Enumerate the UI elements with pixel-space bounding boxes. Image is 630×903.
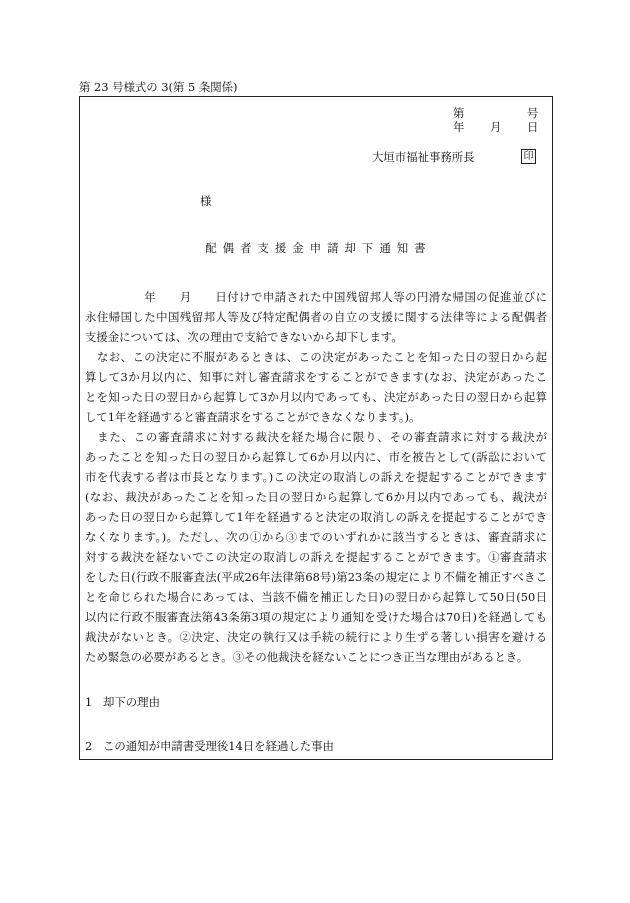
item-label: 却下の理由 — [103, 695, 160, 709]
body-line: また、この審査請求に対する裁決を経た場合に限り、その審査請求に対する裁決が — [85, 430, 547, 444]
body-line: なくなります。)。ただし、次の①から③までのいずれかに該当するときは、審査請求に — [85, 530, 547, 544]
date-month-label: 月 — [490, 120, 502, 134]
body-line: をした日(行政不服審査法(平成26年法律第68号)第23条の規定により不備を補正すべきこ — [85, 570, 547, 584]
document-title: 配 偶 者 支 援 金 申 請 却 下 通 知 書 — [205, 241, 427, 255]
body-line: 対する裁決を経ないでこの決定の取消しの訴えを提起することができます。①審査請求 — [85, 550, 547, 564]
item-number: 1 — [85, 695, 93, 709]
body-line: とを命じられた場合にあっては、当該不備を補正した日)の翌日から起算して50日(50日 — [85, 590, 547, 604]
date-day-label: 日 — [527, 120, 539, 134]
seal-box: 印 — [521, 149, 536, 164]
date-year-label: 年 — [453, 120, 465, 134]
body-line: なお、この決定に不服があるときは、この決定があったことを知った日の翌日から起 — [85, 350, 547, 364]
body-line: 以内に行政不服審査法第43条第3項の規定により通知を受けた場合は70日)を経過しても — [85, 610, 547, 624]
recipient-suffix: 様 — [200, 194, 212, 208]
reason-item — [85, 692, 160, 712]
body-paragraph — [85, 347, 547, 427]
body-line: 算して3か月以内に、知事に対し審査請求をすることができます(なお、決定があったこ — [85, 370, 547, 384]
body-line: 裁決がないとき。②決定、決定の執行又は手続の続行により生ずる著しい損害を避ける — [85, 630, 547, 644]
notice-body — [85, 287, 547, 667]
body-paragraph — [85, 287, 547, 347]
body-line: あったことを知った日の翌日から起算して6か月以内に、市を被告として(訴訟において — [85, 450, 547, 464]
body-line: 年 月 日付けで申請された中国残留邦人等の円滑な帰国の促進並びに — [85, 290, 547, 304]
body-line: あった日の翌日から起算して1年を経過すると決定の取消しの訴えを提起することができ — [85, 510, 547, 524]
item-label: この通知が申請書受理後14日を経過した事由 — [103, 739, 334, 753]
issuer-name: 大垣市福祉事務所長 — [372, 150, 475, 164]
form-number-label: 第 23 号様式の 3(第 5 条関係) — [79, 80, 238, 94]
document-number-suffix: 号 — [527, 106, 539, 120]
body-line: 永住帰国した中国残留邦人等及び特定配偶者の自立の支援に関する法律等による配偶者 — [85, 310, 547, 324]
body-line: 支援金については、次の理由で支給できないから却下します。 — [85, 330, 403, 344]
item-number: 2 — [85, 739, 93, 753]
delay-reason-item — [85, 736, 334, 756]
body-line: ため緊急の必要があるとき。③その他裁決を経ないことにつき正当な理由があるとき。 — [85, 650, 529, 664]
body-line: して1年を経過すると審査請求をすることができなくなります。)。 — [85, 410, 421, 424]
body-line: とを知った日の翌日から起算して3か月以内であっても、決定があった日の翌日から起算 — [85, 390, 547, 404]
body-line: 市を代表する者は市長となります。)この決定の取消しの訴えを提起することができます — [85, 470, 547, 484]
document-number-prefix: 第 — [453, 106, 465, 120]
body-line: (なお、裁決があったことを知った日の翌日から起算して6か月以内であっても、裁決が — [85, 490, 547, 504]
body-paragraph — [85, 427, 547, 667]
